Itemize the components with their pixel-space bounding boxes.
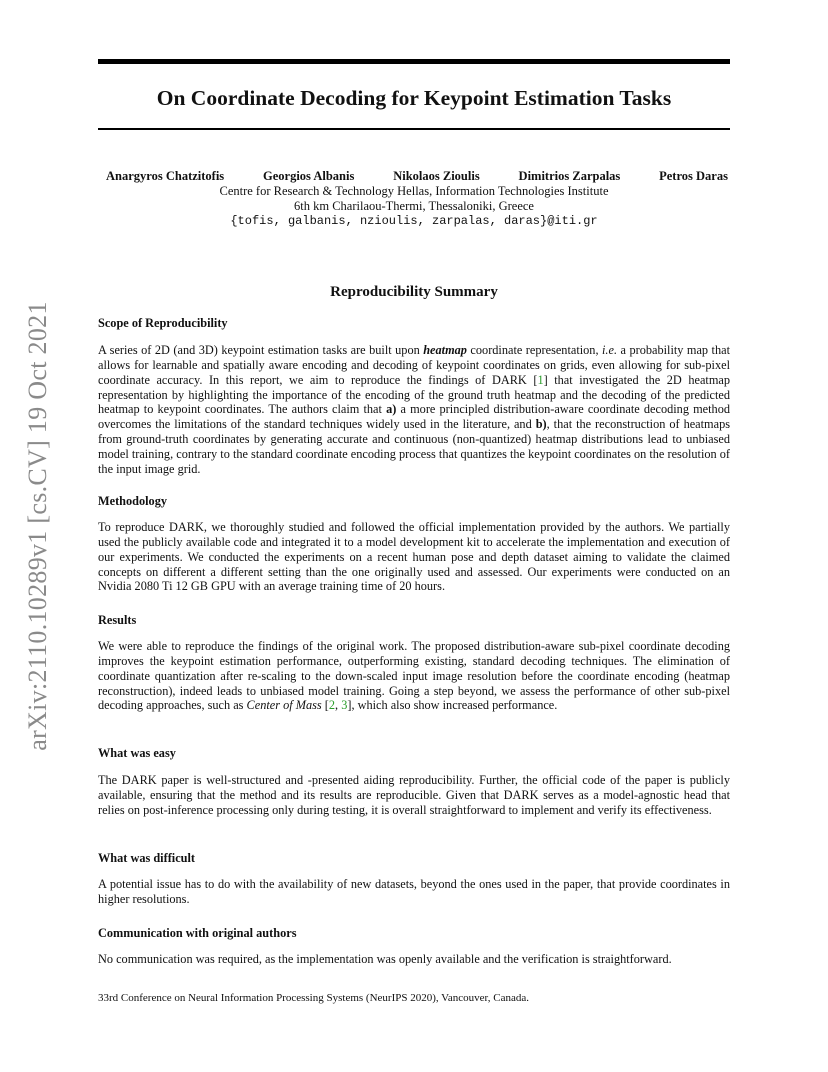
affiliation-institute: Centre for Research & Technology Hellas, Information Technologies Institute [219,184,609,198]
author-emails: {tofis, galbanis, nzioulis, zarpalas, daras}@iti.gr [230,214,598,228]
author-list [98,168,730,184]
results-heading: Results [98,613,137,627]
arxiv-identifier-text: arXiv:2110.10289v1 [cs.CV] 19 Oct 2021 [23,301,52,751]
what-was-easy-paragraph: The DARK paper is well-structured and -presented aiding reproducibility. Further, the official code of the paper is publicly available, ensuring that the method and its results are reproducible. Given that DARK serves as a model-agnostic head that relies on post-inference processing only during testing, it is overall straightforward to implement and verify its effectiveness. [98,773,730,817]
communication-paragraph: No communication was required, as the implementation was openly available and the verification is straightforward. [98,952,672,966]
communication-heading: Communication with original authors [98,926,297,940]
citation-link[interactable]: 1 [537,372,544,387]
summary-heading: Reproducibility Summary [330,284,498,300]
author-name: Petros Daras [659,169,728,183]
what-was-easy-heading: What was easy [98,746,176,760]
title-bottom-rule [98,128,730,130]
conference-footnote: 33rd Conference on Neural Information Processing Systems (NeurIPS 2020), Vancouver, Canada. [98,992,530,1004]
results-paragraph: We were able to reproduce the findings of the original work. The proposed distribution-aware sub-pixel coordinate decoding improves the keypoint estimation performance, outperforming existing, standard decoding techniques. The elimination of coordinate quantization after re-scaling to the down-scaled input image resolution before the coordinate encoding (heatmap reconstruction), indeed leads to unbiased model training. Going a step beyond, we assess the performance of other sub-pixel decoding approaches, such as Center of Mass [2, 3], which also show increased performance. [98,639,730,713]
scope-paragraph: A series of 2D (and 3D) keypoint estimation tasks are built upon heatmap coordinate representation, i.e. a probability map that allows for learnable and spatially aware encoding and decoding of keypoint coordinates on grids, even allowing for sub-pixel coordinate accuracy. In this report, we aim to reproduce the findings of DARK [1] that investigated the 2D heatmap representation by highlighting the importance of the encoding of the ground truth heatmap and the decoding of the predicted heatmap to keypoint coordinates. The authors claim that a) a more principled distribution-aware coordinate decoding method overcomes the limitations of the standard techniques widely used in the literature, and b), that the reconstruction of heatmaps from ground-truth coordinates by generating accurate and continuous (non-quantized) heatmap distributions lead to unbiased model training, contrary to the standard coordinate encoding process that quantizes the keypoint coordinates on the resolution of the input image grid. [98,343,731,476]
author-name: Anargyros Chatzitofis [106,169,225,183]
what-was-difficult-heading: What was difficult [98,851,196,865]
citation-link[interactable]: 3 [341,698,348,713]
citation-link[interactable]: 2 [328,698,336,713]
affiliation-address: 6th km Charilaou-Thermi, Thessaloniki, Greece [294,199,534,213]
scope-heading: Scope of Reproducibility [98,316,228,330]
author-name: Georgios Albanis [263,169,355,183]
author-name: Nikolaos Zioulis [393,169,480,183]
title-top-rule [98,59,730,64]
what-was-difficult-paragraph: A potential issue has to do with the availability of new datasets, beyond the ones used in the paper, that provide coordinates in higher resolutions. [98,877,730,906]
methodology-paragraph: To reproduce DARK, we thoroughly studied and followed the official implementation provided by the authors. We partially used the publicly available code and integrated it to a model development kit to accelerate the implementation and execution of our experiments. We conducted the experiments on a recent human pose and depth dataset aiming to validate the claimed concepts on different a different setting than the one originally used and assessed. Our experiments were conducted on an Nvidia 2080 Ti 12 GB GPU with an average training time of 20 hours. [98,520,730,594]
author-name: Dimitrios Zarpalas [518,169,621,183]
methodology-heading: Methodology [98,494,167,508]
paper-title: On Coordinate Decoding for Keypoint Estimation Tasks [156,86,672,110]
